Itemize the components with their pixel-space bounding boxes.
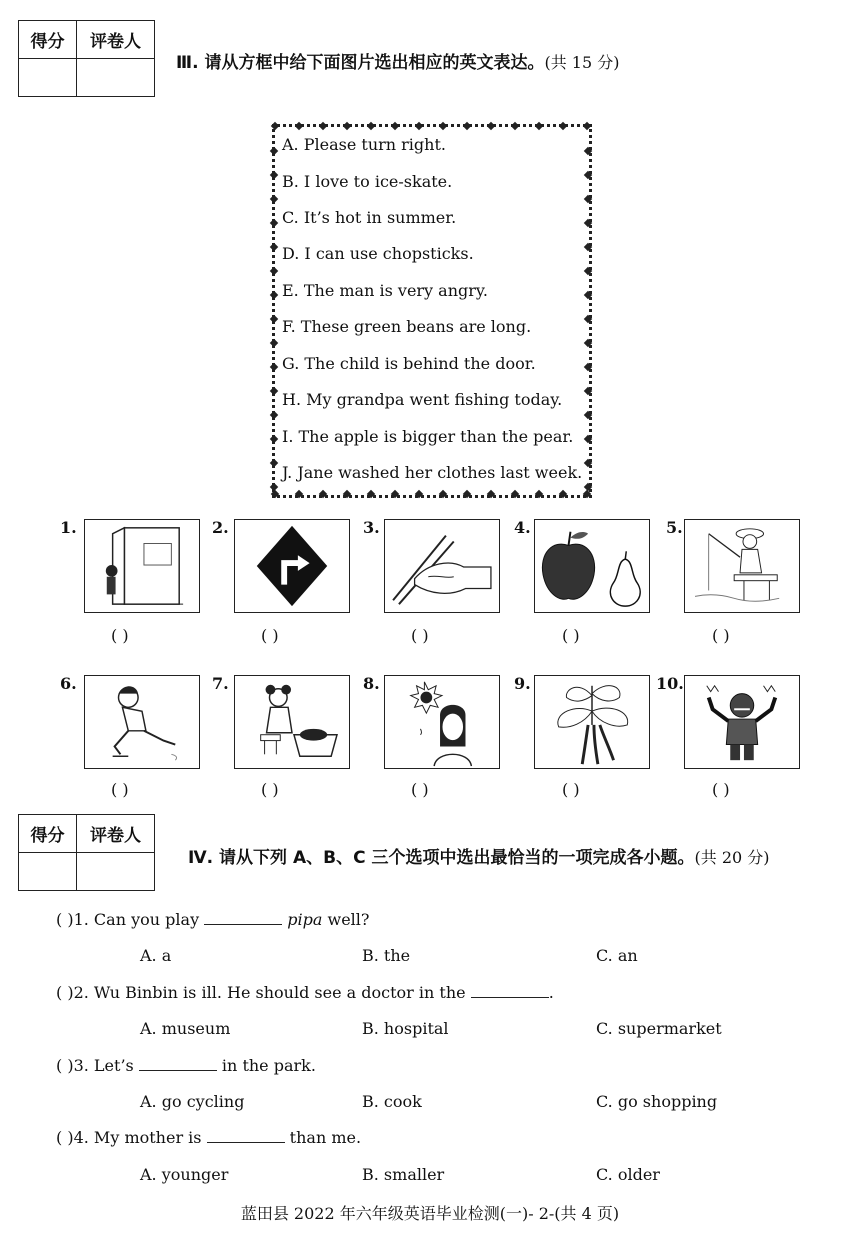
border-diamond-icon xyxy=(271,489,279,497)
border-diamond-icon xyxy=(583,363,591,371)
answer-bracket-10[interactable]: ( ) xyxy=(712,780,730,799)
border-diamond-icon xyxy=(511,121,519,129)
fill-blank[interactable] xyxy=(139,1056,217,1071)
border-diamond-icon xyxy=(343,489,351,497)
border-diamond-icon xyxy=(415,121,423,129)
turn-right-sign-icon xyxy=(235,520,349,612)
picture-number: 9. xyxy=(514,674,531,693)
border-diamond-icon xyxy=(583,315,591,323)
border-diamond-icon xyxy=(269,291,277,299)
child-behind-door-icon xyxy=(85,520,199,612)
border-diamond-icon xyxy=(583,411,591,419)
option-f: F. These green beans are long. xyxy=(282,317,532,336)
answer-bracket[interactable]: ( ) xyxy=(56,1056,74,1075)
choice-b: B. cook xyxy=(362,1092,422,1111)
picture-5 xyxy=(684,519,800,613)
border-diamond-icon xyxy=(583,171,591,179)
angry-man-icon xyxy=(685,676,799,768)
picture-number: 5. xyxy=(666,518,683,537)
choice-c: C. an xyxy=(596,946,638,965)
score-cell[interactable] xyxy=(19,853,77,891)
border-diamond-icon xyxy=(487,121,495,129)
border-diamond-icon xyxy=(367,489,375,497)
picture-number: 8. xyxy=(363,674,380,693)
border-diamond-icon xyxy=(269,339,277,347)
choice-a: A. museum xyxy=(140,1019,231,1038)
border-diamond-icon xyxy=(295,489,303,497)
answer-bracket-5[interactable]: ( ) xyxy=(712,626,730,645)
border-diamond-icon xyxy=(559,121,567,129)
border-diamond-icon xyxy=(583,219,591,227)
question-3: ( )3. Let’s in the park. xyxy=(56,1056,316,1075)
border-diamond-icon xyxy=(343,121,351,129)
choice-a: A. a xyxy=(140,946,172,965)
picture-3 xyxy=(384,519,500,613)
border-diamond-icon xyxy=(463,489,471,497)
answer-bracket-3[interactable]: ( ) xyxy=(411,626,429,645)
score-cell[interactable] xyxy=(19,59,77,97)
picture-1 xyxy=(84,519,200,613)
border-diamond-icon xyxy=(583,147,591,155)
grader-cell[interactable] xyxy=(77,853,155,891)
question-1: ( )1. Can you play pipa well? xyxy=(56,910,370,929)
border-diamond-icon xyxy=(535,121,543,129)
answer-bracket-7[interactable]: ( ) xyxy=(261,780,279,799)
border-diamond-icon xyxy=(583,387,591,395)
option-a: A. Please turn right. xyxy=(282,135,446,154)
picture-6 xyxy=(84,675,200,769)
picture-4 xyxy=(534,519,650,613)
page-footer: 蓝田县 2022 年六年级英语毕业检测(一)- 2-(共 4 页) xyxy=(240,1204,620,1223)
border-diamond-icon xyxy=(439,489,447,497)
border-diamond-icon xyxy=(535,489,543,497)
border-diamond-icon xyxy=(415,489,423,497)
grandpa-fishing-icon xyxy=(685,520,799,612)
answer-bracket-9[interactable]: ( ) xyxy=(562,780,580,799)
border-diamond-icon xyxy=(511,489,519,497)
border-diamond-icon xyxy=(269,363,277,371)
border-diamond-icon xyxy=(583,435,591,443)
option-g: G. The child is behind the door. xyxy=(282,354,536,373)
option-d: D. I can use chopsticks. xyxy=(282,244,474,263)
border-diamond-icon xyxy=(319,121,327,129)
chopsticks-hand-icon xyxy=(385,520,499,612)
fill-blank[interactable] xyxy=(204,910,282,925)
picture-10 xyxy=(684,675,800,769)
score-table-section4 xyxy=(18,814,155,891)
hot-sun-icon xyxy=(385,676,499,768)
border-diamond-icon xyxy=(269,195,277,203)
border-diamond-icon xyxy=(583,291,591,299)
picture-7 xyxy=(234,675,350,769)
border-diamond-icon xyxy=(367,121,375,129)
option-e: E. The man is very angry. xyxy=(282,281,488,300)
picture-8 xyxy=(384,675,500,769)
answer-bracket[interactable]: ( ) xyxy=(56,983,74,1002)
apple-and-pear-icon xyxy=(535,520,649,612)
border-diamond-icon xyxy=(391,121,399,129)
choice-a: A. younger xyxy=(140,1165,229,1184)
answer-bracket-1[interactable]: ( ) xyxy=(111,626,129,645)
border-diamond-icon xyxy=(269,411,277,419)
border-diamond-icon xyxy=(269,147,277,155)
option-h: H. My grandpa went fishing today. xyxy=(282,390,563,409)
picture-9 xyxy=(534,675,650,769)
grader-header: 评卷人 xyxy=(77,21,155,59)
answer-bracket[interactable]: ( ) xyxy=(56,910,74,929)
answer-bracket-2[interactable]: ( ) xyxy=(261,626,279,645)
option-j: J. Jane washed her clothes last week. xyxy=(282,463,583,482)
border-diamond-icon xyxy=(391,489,399,497)
border-diamond-icon xyxy=(583,121,591,129)
score-header: 得分 xyxy=(19,21,77,59)
border-diamond-icon xyxy=(583,267,591,275)
question-2: ( )2. Wu Binbin is ill. He should see a doctor in the . xyxy=(56,983,554,1002)
score-table-section3 xyxy=(18,20,155,97)
border-diamond-icon xyxy=(269,435,277,443)
choice-c: C. supermarket xyxy=(596,1019,722,1038)
border-diamond-icon xyxy=(269,483,277,491)
section3-title: Ⅲ. 请从方框中给下面图片选出相应的英文表达。(共 15 分) xyxy=(176,53,620,73)
grader-cell[interactable] xyxy=(77,59,155,97)
border-diamond-icon xyxy=(269,219,277,227)
border-diamond-icon xyxy=(559,489,567,497)
picture-number: 2. xyxy=(212,518,229,537)
option-c: C. It’s hot in summer. xyxy=(282,208,457,227)
picture-number: 4. xyxy=(514,518,531,537)
border-diamond-icon xyxy=(319,489,327,497)
picture-number: 1. xyxy=(60,518,77,537)
choice-a: A. go cycling xyxy=(140,1092,245,1111)
picture-2 xyxy=(234,519,350,613)
border-diamond-icon xyxy=(269,459,277,467)
border-diamond-icon xyxy=(583,243,591,251)
picture-number: 3. xyxy=(363,518,380,537)
fill-blank[interactable] xyxy=(471,983,549,998)
border-diamond-icon xyxy=(269,267,277,275)
question-4: ( )4. My mother is than me. xyxy=(56,1128,362,1147)
green-beans-icon xyxy=(535,676,649,768)
choice-c: C. go shopping xyxy=(596,1092,718,1111)
border-diamond-icon xyxy=(271,121,279,129)
section4-title: Ⅳ. 请从下列 A、B、C 三个选项中选出最恰当的一项完成各小题。(共 20 分) xyxy=(188,848,770,868)
picture-number: 7. xyxy=(212,674,229,693)
boy-ice-skating-icon xyxy=(85,676,199,768)
border-diamond-icon xyxy=(583,339,591,347)
answer-bracket-6[interactable]: ( ) xyxy=(111,780,129,799)
answer-bracket[interactable]: ( ) xyxy=(56,1128,74,1147)
border-diamond-icon xyxy=(487,489,495,497)
girl-washing-clothes-icon xyxy=(235,676,349,768)
picture-number: 10. xyxy=(656,674,684,693)
choice-b: B. hospital xyxy=(362,1019,449,1038)
border-diamond-icon xyxy=(583,195,591,203)
border-diamond-icon xyxy=(439,121,447,129)
fill-blank[interactable] xyxy=(207,1128,285,1143)
border-diamond-icon xyxy=(269,243,277,251)
answer-bracket-4[interactable]: ( ) xyxy=(562,626,580,645)
border-diamond-icon xyxy=(295,121,303,129)
option-i: I. The apple is bigger than the pear. xyxy=(282,427,574,446)
answer-bracket-8[interactable]: ( ) xyxy=(411,780,429,799)
border-diamond-icon xyxy=(269,387,277,395)
border-diamond-icon xyxy=(269,315,277,323)
score-header: 得分 xyxy=(19,815,77,853)
choice-c: C. older xyxy=(596,1165,660,1184)
choice-b: B. smaller xyxy=(362,1165,445,1184)
option-b: B. I love to ice-skate. xyxy=(282,172,453,191)
choice-b: B. the xyxy=(362,946,411,965)
border-diamond-icon xyxy=(583,459,591,467)
border-diamond-icon xyxy=(583,483,591,491)
border-diamond-icon xyxy=(463,121,471,129)
grader-header: 评卷人 xyxy=(77,815,155,853)
border-diamond-icon xyxy=(269,171,277,179)
picture-number: 6. xyxy=(60,674,77,693)
